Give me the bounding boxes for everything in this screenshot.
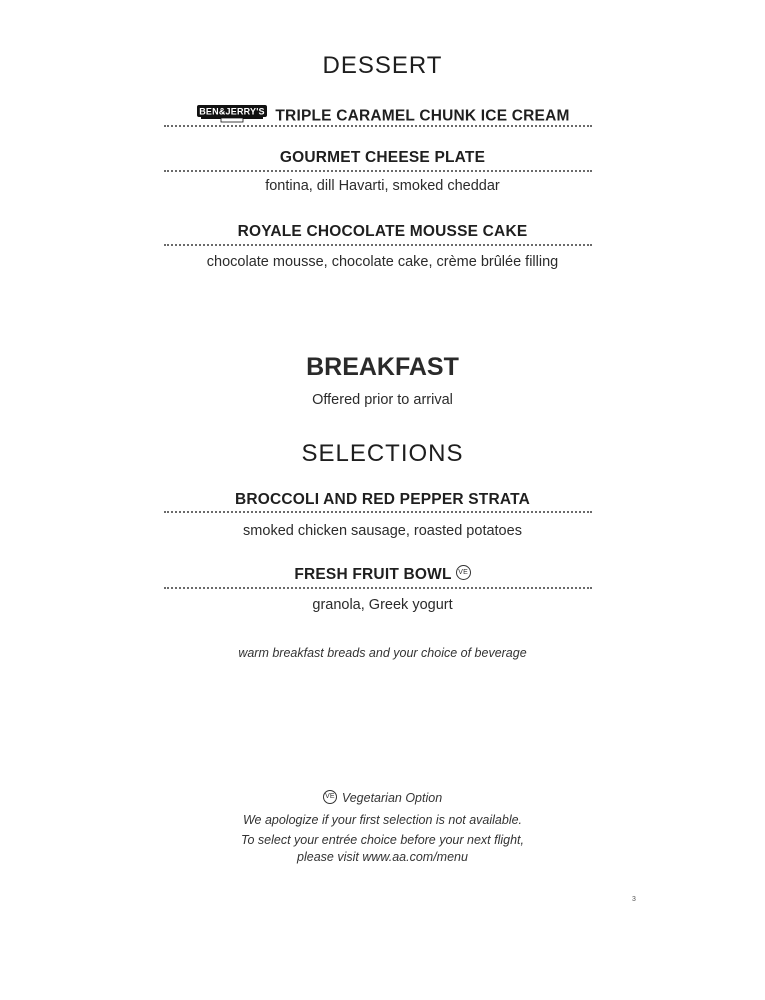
- menu-item-fruit-bowl-description: granola, Greek yogurt: [312, 597, 453, 613]
- brand-logo-text: BEN&JERRY'S: [199, 106, 266, 117]
- footer-preselect-line: To select your entrée choice before your next flight,: [240, 833, 525, 847]
- dotted-divider: [164, 125, 592, 127]
- menu-item-cheese-plate-title: GOURMET CHEESE PLATE: [279, 149, 486, 166]
- menu-item-fruit-bowl: [0, 566, 765, 584]
- vegetarian-option-icon: VE: [323, 790, 337, 804]
- page-number: 3: [632, 896, 636, 903]
- menu-item-cheese-plate-description: fontina, dill Havarti, smoked cheddar: [265, 178, 500, 194]
- menu-item-mousse-cake-description: chocolate mousse, chocolate cake, crème brûlée filling: [206, 254, 559, 270]
- breakfast-note: warm breakfast breads and your choice of beverage: [238, 646, 527, 660]
- dessert-heading: DESSERT: [322, 52, 443, 79]
- footer-url-line: please visit www.aa.com/menu: [297, 850, 468, 864]
- menu-item-strata-description: smoked chicken sausage, roasted potatoes: [243, 523, 522, 539]
- item-title: TRIPLE CARAMEL CHUNK ICE CREAM: [275, 107, 570, 125]
- ben-and-jerrys-logo: [195, 99, 269, 128]
- vegetarian-option-icon: VE: [456, 565, 471, 580]
- dotted-divider: [164, 511, 592, 513]
- breakfast-heading: BREAKFAST: [306, 353, 459, 381]
- vegetarian-legend-text: Vegetarian Option: [341, 791, 443, 805]
- footer-apology: We apologize if your first selection is not available.: [242, 813, 523, 827]
- dotted-divider: [164, 587, 592, 589]
- item-title: FRESH FRUIT BOWL: [294, 566, 452, 583]
- breakfast-subtitle: Offered prior to arrival: [312, 392, 453, 408]
- dotted-divider: [164, 244, 592, 246]
- menu-item-mousse-cake-title: ROYALE CHOCOLATE MOUSSE CAKE: [237, 223, 528, 240]
- vegetarian-legend: [0, 791, 765, 806]
- dotted-divider: [164, 170, 592, 172]
- selections-heading: SELECTIONS: [301, 440, 464, 467]
- menu-item-strata-title: BROCCOLI AND RED PEPPER STRATA: [234, 491, 531, 508]
